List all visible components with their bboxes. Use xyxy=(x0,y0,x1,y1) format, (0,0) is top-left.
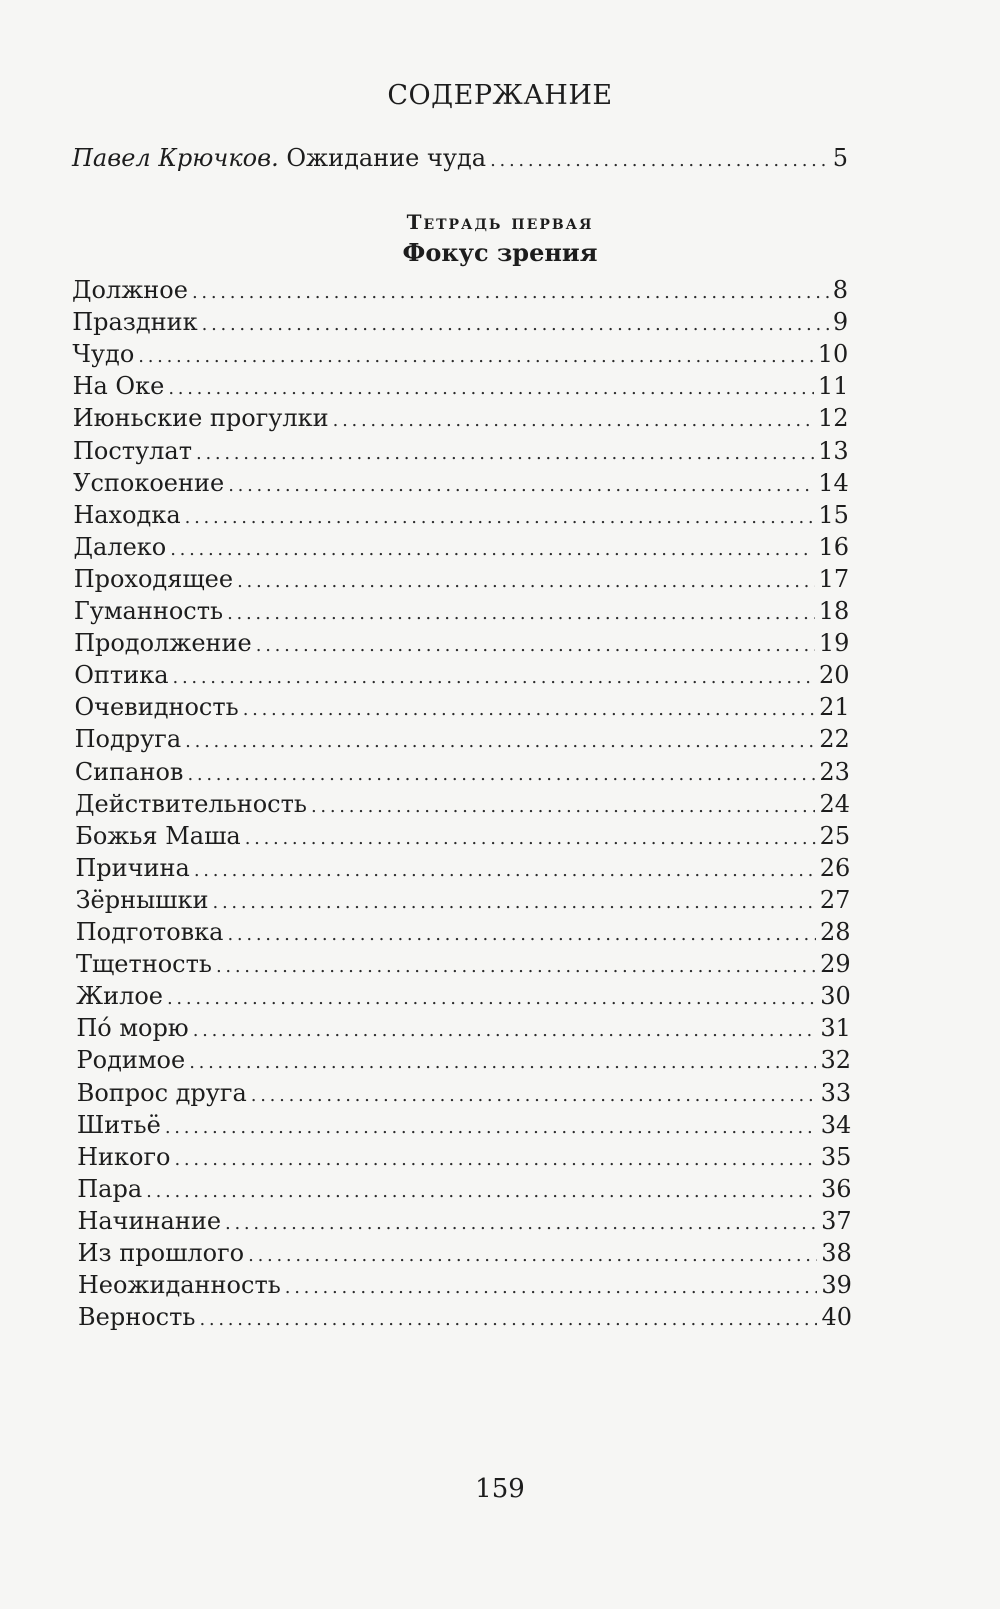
dot-leader xyxy=(225,1208,817,1240)
toc-entry-page: 20 xyxy=(818,661,850,690)
toc-entry-title: Никого xyxy=(77,1142,171,1171)
page-number: 159 xyxy=(475,1474,525,1504)
dot-leader xyxy=(227,598,815,630)
toc-entry-page: 33 xyxy=(820,1078,852,1107)
toc-entry-page: 38 xyxy=(821,1239,852,1267)
toc-entry-intro xyxy=(72,142,848,177)
toc-entry-page: 29 xyxy=(820,950,851,979)
toc-entry-page: 16 xyxy=(818,532,849,561)
toc-entry xyxy=(75,723,850,758)
toc-entry-title: Верность xyxy=(78,1303,196,1332)
toc-entry xyxy=(77,1173,851,1208)
toc-entry xyxy=(74,531,850,566)
dot-leader xyxy=(165,1112,817,1144)
toc-entry xyxy=(74,659,849,694)
toc-entry-page: 15 xyxy=(818,500,849,529)
dot-leader xyxy=(213,887,816,919)
dot-leader xyxy=(333,405,814,437)
toc-entry-page: 39 xyxy=(821,1271,852,1300)
dot-leader xyxy=(185,726,815,758)
toc-entry-page: 37 xyxy=(821,1206,852,1235)
toc-entry-title: Подготовка xyxy=(75,918,224,946)
dot-leader xyxy=(251,1080,817,1112)
toc-entry-page: 21 xyxy=(819,693,850,722)
dot-leader xyxy=(256,630,815,662)
toc-entry xyxy=(77,1205,851,1240)
toc-entry-page: 23 xyxy=(819,757,850,786)
toc-entry-page: 17 xyxy=(818,564,850,593)
toc-entry-page: 13 xyxy=(818,436,849,465)
toc-entry-title: Чудо xyxy=(72,340,135,369)
toc-entry-page: 34 xyxy=(820,1110,852,1139)
dot-leader xyxy=(185,502,815,534)
dot-leader xyxy=(311,791,815,823)
dot-leader xyxy=(490,145,829,177)
toc-entry-page: 35 xyxy=(820,1142,852,1171)
toc-entry-page: 19 xyxy=(818,629,850,658)
toc-entry-page: 10 xyxy=(817,340,849,369)
dot-leader xyxy=(285,1272,818,1304)
toc-entry-title: На Оке xyxy=(72,372,165,401)
toc-entry-page: 25 xyxy=(819,821,851,850)
toc-entry-title: Причина xyxy=(75,853,190,882)
toc-entry-page: 30 xyxy=(820,982,851,1011)
page-title: СОДЕРЖАНИЕ xyxy=(387,80,613,111)
toc-entry-page: 36 xyxy=(820,1174,852,1203)
dot-leader xyxy=(202,309,829,341)
toc-entry-title: Пара xyxy=(77,1174,143,1203)
toc-entry xyxy=(78,1301,852,1336)
toc-entry-page: 8 xyxy=(832,276,848,304)
toc-entry-page: 24 xyxy=(819,789,850,818)
toc-entry xyxy=(75,820,850,855)
toc-entry-title: Праздник xyxy=(72,308,198,337)
toc-entry xyxy=(72,306,848,341)
toc-entry-title: Начинание xyxy=(77,1206,222,1235)
toc-entry-title: Неожиданность xyxy=(77,1271,281,1300)
toc-entry-title: Вопрос друга xyxy=(76,1078,247,1107)
toc-entry-page: 27 xyxy=(819,885,851,914)
toc-entry-title: Продолжение xyxy=(74,629,252,658)
dot-leader xyxy=(237,566,815,598)
toc-entry xyxy=(73,370,849,405)
dot-leader xyxy=(194,855,816,887)
toc-entry-title: Жилое xyxy=(76,982,163,1011)
dot-leader xyxy=(227,919,815,951)
toc-entry-title: Находка xyxy=(73,500,181,529)
toc-entry-title: Зёрнышки xyxy=(75,885,209,914)
dot-leader xyxy=(243,694,815,726)
toc-entry-page: 14 xyxy=(818,468,849,497)
toc-entry xyxy=(75,852,850,887)
toc-entry-title: Божья Маша xyxy=(75,821,241,850)
toc-entry xyxy=(77,1044,852,1079)
toc-entry-page: 26 xyxy=(819,853,851,882)
dot-leader xyxy=(174,1144,816,1176)
toc-entry xyxy=(76,980,851,1015)
toc-entry xyxy=(78,1269,852,1304)
dot-leader xyxy=(146,1176,817,1208)
toc-entry xyxy=(73,402,849,437)
toc-entry-title: Постулат xyxy=(72,436,192,465)
toc-entry-title: Очевидность xyxy=(74,693,239,722)
toc-entry-page: 32 xyxy=(820,1046,851,1075)
toc-entry xyxy=(73,435,849,470)
toc-entry-page: 11 xyxy=(817,372,849,401)
toc-entry xyxy=(74,627,849,662)
dot-leader xyxy=(248,1240,817,1272)
toc-entry xyxy=(77,1077,851,1112)
dot-leader xyxy=(192,277,829,309)
toc-entry-page: 5 xyxy=(832,144,848,172)
toc-entry-title: Из прошлого xyxy=(77,1239,245,1267)
dot-leader xyxy=(173,662,815,694)
toc-entry-page: 18 xyxy=(818,597,850,625)
toc-entry xyxy=(76,916,851,951)
dot-leader xyxy=(187,759,815,791)
toc-entry-page: 31 xyxy=(820,1014,851,1043)
toc-entry xyxy=(77,1109,851,1144)
toc-entry-author: Павел Крючков. xyxy=(72,144,279,172)
dot-leader xyxy=(193,1015,817,1047)
toc-entry-page: 12 xyxy=(817,404,849,433)
section-label: Тетрадь первая xyxy=(406,210,594,234)
toc-entry xyxy=(74,563,849,598)
toc-entry-title: Тщетность xyxy=(75,950,212,979)
toc-entry-page: 28 xyxy=(819,918,851,946)
dot-leader xyxy=(168,373,814,405)
toc-entry-title xyxy=(72,142,486,174)
toc-entry xyxy=(73,499,849,534)
toc-entry xyxy=(75,788,850,823)
toc-entry-title: Пó морю xyxy=(76,1014,189,1043)
toc-entry xyxy=(77,1141,851,1176)
toc-entry xyxy=(78,1237,852,1272)
toc-entry xyxy=(72,338,848,373)
toc-entry-page: 40 xyxy=(821,1303,852,1332)
toc-entry-title: Подруга xyxy=(74,725,182,754)
toc-entry-title: Действительность xyxy=(75,789,307,818)
toc-entry-page: 9 xyxy=(832,308,849,337)
toc-entry xyxy=(75,756,850,791)
dot-leader xyxy=(170,534,814,566)
toc-entry-title: Оптика xyxy=(74,661,169,690)
toc-entry xyxy=(72,274,848,309)
dot-leader xyxy=(167,983,816,1015)
dot-leader xyxy=(196,438,814,470)
toc-entry-title: Далеко xyxy=(73,532,167,561)
toc-entry xyxy=(76,948,851,983)
toc-entry-title: Проходящее xyxy=(73,564,234,593)
toc-entry-title-text: Ожидание чуда xyxy=(286,144,487,172)
toc-entry xyxy=(74,691,849,726)
toc-entry-title: Сипанов xyxy=(74,757,184,786)
toc-entry-page: 22 xyxy=(819,725,850,754)
toc-entry-title: Успокоение xyxy=(73,468,225,497)
dot-leader xyxy=(199,1304,817,1336)
toc-entry-title: Июньские прогулки xyxy=(72,404,329,433)
dot-leader xyxy=(138,341,813,373)
toc-entry-title: Родимое xyxy=(76,1046,186,1075)
toc-entry xyxy=(74,595,849,630)
dot-leader xyxy=(228,470,814,502)
toc-entry xyxy=(76,1012,851,1047)
dot-leader xyxy=(245,823,816,855)
toc-entry xyxy=(76,884,851,919)
toc-entry-title: Должное xyxy=(72,276,188,304)
toc-entry xyxy=(73,467,849,502)
dot-leader xyxy=(216,951,816,983)
dot-leader xyxy=(189,1047,816,1079)
toc-entry-title: Шитьё xyxy=(76,1110,161,1139)
section-subtitle: Фокус зрения xyxy=(402,238,598,267)
toc-entry-title: Гуманность xyxy=(73,597,224,625)
